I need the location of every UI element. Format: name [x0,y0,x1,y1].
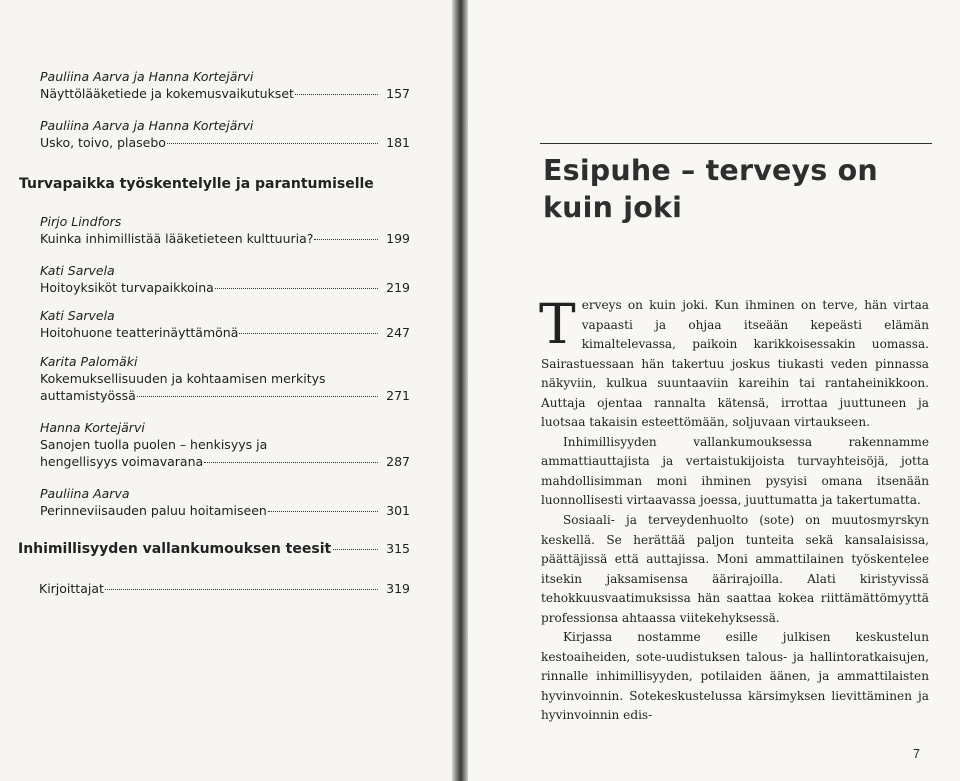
chapter-rule [540,143,932,144]
toc-title-line [40,387,410,404]
toc-author: Pauliina Aarva [40,486,130,501]
toc-author: Karita Palomäki [40,354,138,369]
toc-page-number: 199 [386,231,410,246]
toc-entry [40,485,410,519]
page-number: 7 [913,747,920,761]
toc-entry [40,419,410,470]
toc-title-line [39,580,410,597]
toc-title-line [40,134,410,151]
toc-title: Kuinka inhimillistää lääketieteen kulttuuria? [40,231,314,246]
dot-leader [137,396,378,397]
toc-entry [40,213,410,247]
paragraph: Sosiaali- ja terveydenhuolto (sote) on muutosmyrskyn keskellä. Se herättää paljon tunteita sekä kansalaisissa, päättäjissä että auttajissa. Moni ammattilainen työskentelee itsekin jaksamisensa äärirajoilla. Alati kiristyvissä tehokkuusvaatimuksissa hän saattaa kokea riittämättömyyttä professionsa ahtaassa viitekehyksessä. [541,513,929,625]
toc-author: Pauliina Aarva ja Hanna Kortejärvi [40,69,254,84]
toc-page-number: 181 [386,135,410,150]
toc-page-number: 287 [386,454,410,469]
toc-title: Sanojen tuolla puolen – henkisyys ja [40,437,268,452]
body-text [539,292,929,726]
toc-section-title: Inhimillisyyden vallankumouksen teesit [18,541,332,557]
toc-page-number: 315 [386,541,410,556]
dot-leader [239,333,378,334]
paragraph: Kirjassa nostamme esille julkisen keskustelun kestoaiheiden, sote-uudistuksen talous- ja hallintoratkaisujen, rinnalle inhimillisyyden, potilaiden äänen, ja ammattilaisten hyvinvoinnin. Sotekeskustelussa kärsimyksen lievittäminen ja hyvinvoinnin edis- [541,630,929,723]
toc-section-heading [18,541,410,557]
dot-leader [167,143,378,144]
toc-title-line [40,230,410,247]
table-of-contents [0,0,452,781]
toc-title: Hoitohuone teatterinäyttämönä [40,325,239,340]
toc-title-line [40,502,410,519]
toc-author: Pirjo Lindfors [40,214,122,229]
toc-title-line [40,279,410,296]
toc-page-number: 219 [386,280,410,295]
toc-page-number: 247 [386,325,410,340]
toc-title: Hoitoyksiköt turvapaikkoina [40,280,214,295]
toc-title: Usko, toivo, plasebo [40,135,166,150]
toc-title: hengellisyys voimavarana [40,454,204,469]
toc-page-number: 271 [386,388,410,403]
toc-title: auttamistyössä [40,388,136,403]
paragraph: Inhimillisyyden vallankumouksessa rakennamme ammattiauttajista ja vertaistukijoista turvayhteisöjä, jotta mahdollisimman moni ihminen pysyisi omana itsenään luonnollisesti virtaavassa joessa, juuttumatta ja takertumatta. [541,434,929,508]
dot-leader [204,462,378,463]
toc-author: Pauliina Aarva ja Hanna Kortejärvi [40,118,254,133]
toc-title: Perinneviisauden paluu hoitamiseen [40,503,267,518]
dot-leader [314,239,378,240]
dot-leader [215,288,378,289]
toc-page-number: 319 [386,581,410,596]
toc-entry [40,117,410,151]
toc-title: Kokemuksellisuuden ja kohtaamisen merkitys [40,371,326,386]
toc-entry [40,68,410,102]
toc-entry [39,580,410,597]
toc-author: Kati Sarvela [40,308,115,323]
left-page [0,0,452,781]
dot-leader [105,589,378,590]
toc-entry [40,353,410,404]
toc-section-heading: Turvapaikka työskentelylle ja parantumiselle [19,176,374,192]
toc-page-number: 301 [386,503,410,518]
toc-title-line [40,453,410,470]
toc-title-line [40,85,410,102]
toc-title-line [40,324,410,341]
paragraph-text: erveys on kuin joki. Kun ihminen on terve, hän virtaa vapaasti ja ohjaa itseään kepeästi elämän kimaltelevassa, paikoin karikkoisessakin uomassa. Sairastuessaan hän takertuu joskus tiukasti veden pinnassa näkyviin, kulkua suuntaaviin kareihin tai rantaheinikkoon. Auttaja ojentaa rannalta kätensä, irrottaa juuttuneen ja luotsaa takaisin esteettömään, soljuvaan virtaukseen. [541,298,929,430]
dot-leader [295,94,378,95]
toc-author: Hanna Kortejärvi [40,420,145,435]
toc-entry [40,307,410,341]
toc-title: Kirjoittajat [39,581,104,596]
toc-author: Kati Sarvela [40,263,115,278]
toc-entry [40,262,410,296]
toc-title: Näyttölääketiede ja kokemusvaikutukset [40,86,294,101]
chapter-title [543,152,903,226]
chapter-title-line: Esipuhe – terveys on [543,154,878,187]
paragraph [539,292,929,433]
toc-page-number: 157 [386,86,410,101]
dot-leader [268,511,378,512]
book-spine-gutter [452,0,468,781]
drop-cap: T [539,292,576,356]
dot-leader [333,549,378,550]
chapter-title-line: kuin joki [543,191,683,224]
